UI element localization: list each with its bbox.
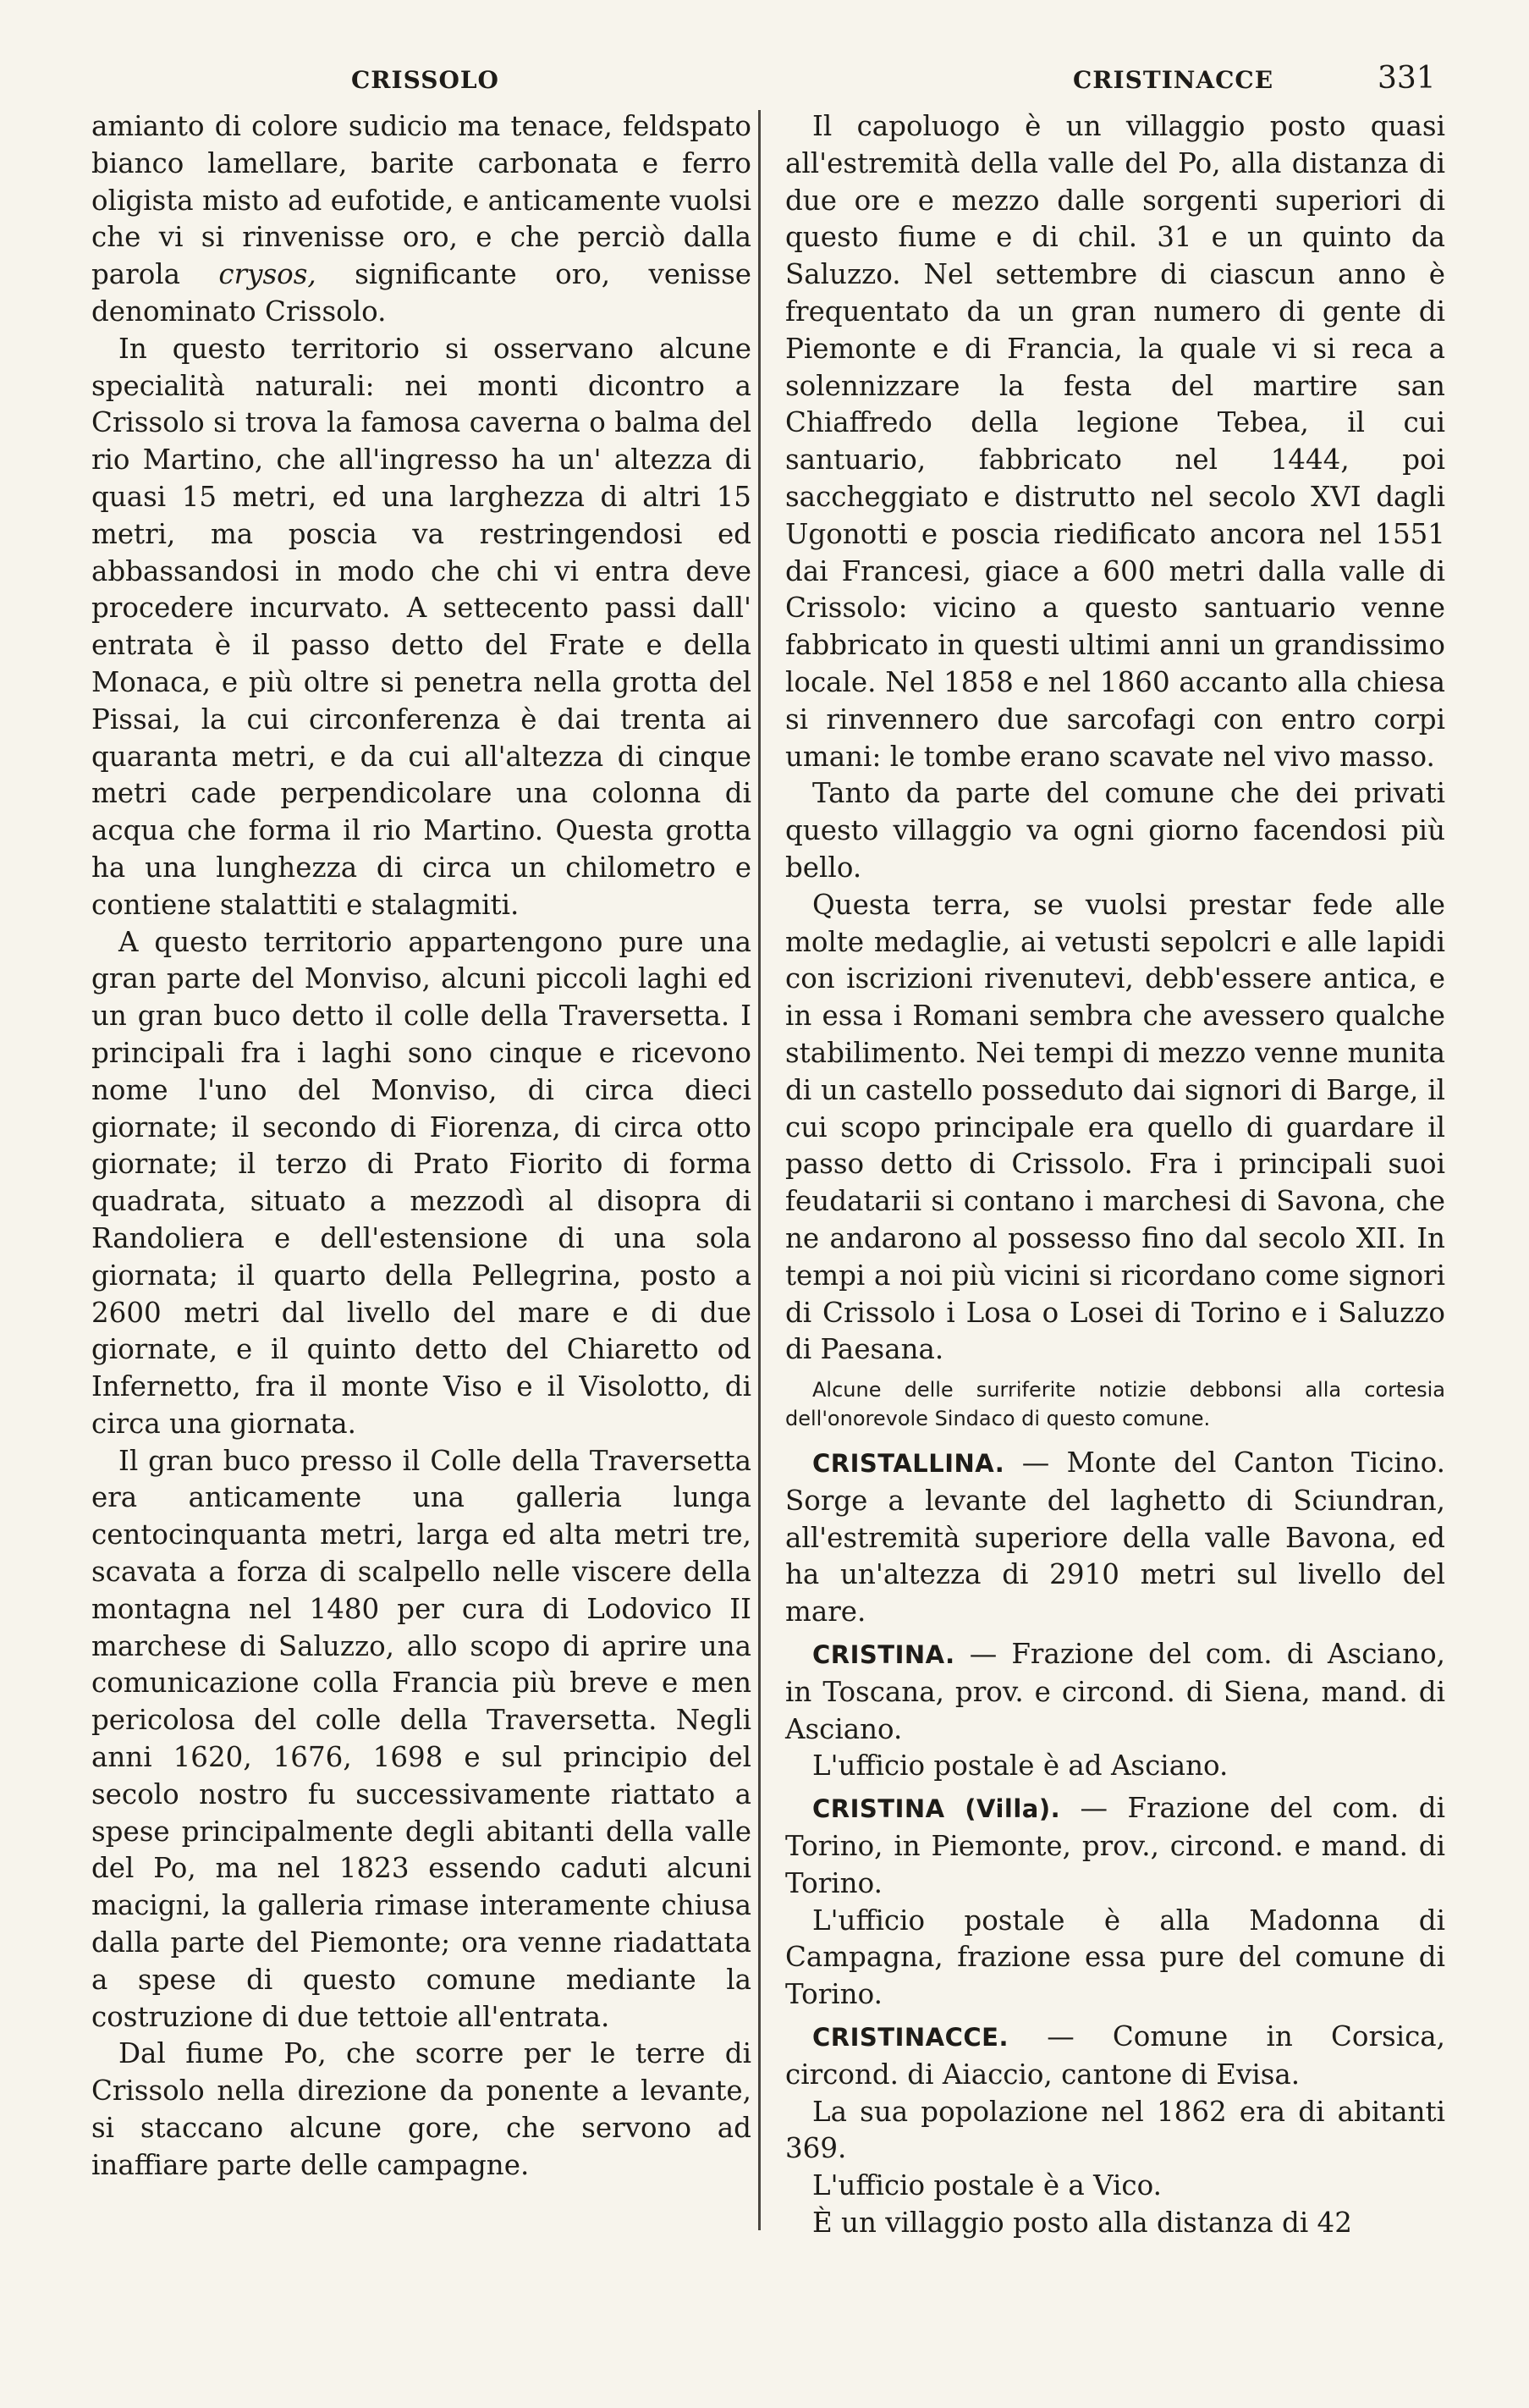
column-divider [758, 110, 761, 2230]
entry-cristallina [785, 1445, 1445, 1631]
entry-continuation: È un villaggio posto alla distanza di 42 [812, 2207, 1352, 2240]
entry-postal-note: L'ufficio postale è ad Asciano. [812, 1750, 1229, 1783]
paragraph: Questa terra, se vuolsi prestar fede alle molte medaglie, ai vetusti sepolcri e alle lapidi con iscrizioni rivenutevi, debb'essere antica, e in essa i Romani sembra che avessero qualche stabilimento. Nei tempi di mezzo venne munita di un castello posseduto dai signori di Barge, il cui scopo principale era quello di guardare il passo detto di Crissolo. Fra i principali suoi feudatarii si contano i marchesi di Savona, che ne andarono al possesso fino dal secolo XII. In tempi a noi più vicini si ricordano come signori di Crissolo i Losa o Losei di Torino e i Saluzzo di Paesana. [785, 888, 1445, 1366]
footnote: Alcune delle surriferite notizie debbonsi alla cortesia dell'onorevole Sindaco di questo comune. [785, 1378, 1445, 1431]
paragraph: Dal fiume Po, che scorre per le terre di Crissolo nella direzione da ponente a levante, si staccano alcune gore, che servono ad inaffiare parte delle campagne. [91, 2037, 751, 2181]
entry-postal-note: L'ufficio postale è alla Madonna di Campagna, frazione essa pure del comune di Torino. [785, 1904, 1445, 2011]
entry-text: — Frazione del com. di Asciano, in Toscana, prov. e circond. di Siena, mand. di Asciano. [785, 1638, 1445, 1745]
entry-text: — Monte del Canton Ticino. Sorge a levante del laghetto di Sciundran, all'estremità superiore della valle Bavona, ed ha un'altezza di 2910 metri sul livello del mare. [785, 1446, 1445, 1628]
entry-postal-note: L'ufficio postale è a Vico. [812, 2169, 1162, 2202]
page-number: 331 [1378, 61, 1436, 96]
entry-headword: CRISTALLINA. [812, 1449, 1005, 1479]
paragraph: In questo territorio si osservano alcune specialità naturali: nei monti dicontro a Crissolo si trova la famosa caverna o balma del rio Martino, che all'ingresso ha un' altezza di quasi 15 metri, ed una larghezza di altri 15 metri, ma poscia va restringendosi ed abbassandosi in modo che chi vi entra deve procedere incurvato. A settecento passi dall' entrata è il passo detto del Frate e della Monaca, e più oltre si penetra nella grotta del Pissai, la cui circonferenza è dai trenta ai quaranta metri, e da cui all'altezza di cinque metri cade perpendicolare una colonna di acqua che forma il rio Martino. Questa grotta ha una lunghezza di circa un chilometro e contiene stalattiti e stalagmiti. [91, 332, 751, 921]
entry-headword: CRISTINA (Villa). [812, 1794, 1061, 1824]
entry-headword: CRISTINA. [812, 1640, 955, 1670]
entry-text: — Comune in Corsica, circond. di Aiaccio, cantone di Evisa. [785, 2020, 1445, 2091]
italic-term: crysos, [218, 258, 316, 291]
paragraph: Il capoluogo è un villaggio posto quasi all'estremità della valle del Po, alla distanza di due ore e mezzo dalle sorgenti superiori di questo fiume e di chil. 31 e un quinto da Saluzzo. Nel settembre di ciascun anno è frequentato da un gran numero di gente di Piemonte e di Francia, la quale vi si reca a solennizzare la festa del martire san Chiaffredo della legione Tebea, il cui santuario, fabbricato nel 1444, poi saccheggiato e distrutto nel secolo XVI dagli Ugonotti e poscia riedificato ancora nel 1551 dai Francesi, giace a 600 metri dalla valle di Crissolo: vicino a questo santuario venne fabbricato in questi ultimi anni un grandissimo locale. Nel 1858 e nel 1860 accanto alla chiesa si rinvennero due sarcofagi con entro corpi umani: le tombe erano scavate nel vivo masso. [785, 110, 1445, 773]
entry-text: — Frazione del com. di Torino, in Piemonte, prov., circond. e mand. di Torino. [785, 1792, 1445, 1899]
running-head-right: CRISTINACCE [1073, 66, 1274, 94]
entry-cristina [785, 1636, 1445, 1748]
paragraph: A questo territorio appartengono pure una gran parte del Monviso, alcuni piccoli laghi ed un gran buco detto il colle della Traversetta. I principali fra i laghi sono cinque e ricevono nome l'uno del Monviso, di circa dieci giornate; il secondo di Fiorenza, di circa otto giornate; il terzo di Prato Fiorito di forma quadrata, situato a mezzodì al disopra di Randoliera e dell'estensione di una sola giornata; il quarto della Pellegrina, posto a 2600 metri dal livello del mare e di due giornate, e il quinto detto del Chiaretto od Infernetto, fra il monte Viso e il Visolotto, di circa una giornata. [91, 925, 751, 1440]
entry-population: La sua popolazione nel 1862 era di abitanti 369. [785, 2095, 1445, 2165]
paragraph-text: amianto di colore sudicio ma tenace, feldspato bianco lamellare, barite carbonata e ferro oligista misto ad eufotide, e anticamente vuolsi che vi si rinvenisse oro, e che perciò dalla parola [91, 110, 751, 291]
entry-cristina-villa [785, 1790, 1445, 1902]
running-head-left: CRISSOLO [351, 66, 499, 94]
right-column [785, 108, 1445, 2242]
paragraph-text: significante oro, venisse denominato Crissolo. [91, 258, 751, 328]
paragraph: Tanto da parte del comune che dei privati questo villaggio va ogni giorno facendosi più bello. [785, 777, 1445, 884]
left-column [91, 108, 751, 2185]
paragraph: Il gran buco presso il Colle della Traversetta era anticamente una galleria lunga centocinquanta metri, larga ed alta metri tre, scavata a forza di scalpello nelle viscere della montagna nel 1480 per cura di Lodovico II marchese di Saluzzo, allo scopo di aprire una comunicazione colla Francia più breve e men pericolosa del colle della Traversetta. Negli anni 1620, 1676, 1698 e sul principio del secolo nostro fu successivamente riattato a spese principalmente degli abitanti della valle del Po, ma nel 1823 essendo caduti alcuni macigni, la galleria rimase interamente chiusa dalla parte del Piemonte; ora venne riadattata a spese di questo comune mediante la costruzione di due tettoie all'entrata. [91, 1444, 751, 2033]
entry-headword: CRISTINACCE. [812, 2023, 1009, 2053]
entry-cristinacce [785, 2019, 1445, 2094]
paragraph [91, 108, 751, 331]
